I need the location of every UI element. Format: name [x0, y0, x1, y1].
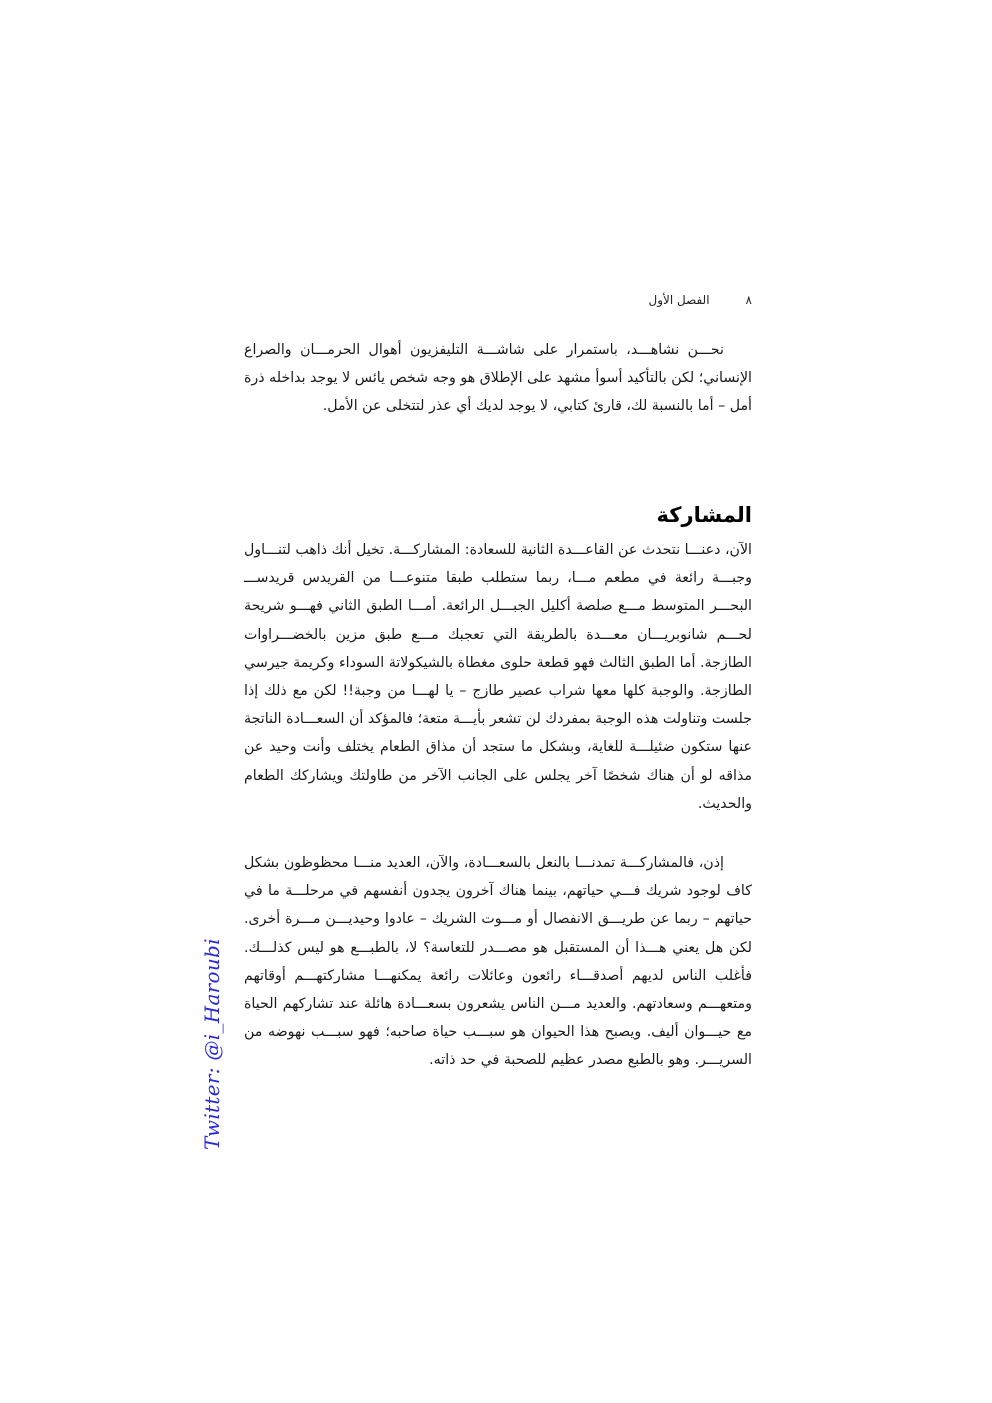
section-paragraph-1: الآن، دعنـــا نتحدث عن القاعـــدة الثانية للسعادة: المشاركـــة. تخيل أنك ذاهب لتنـــاول وجبـــة رائعة في مطعم مـــا، ربما ستطلب طبقا متنوعـــا من القريدس قريدســـ البحـــر المتوسط مـــع صلصة أكليل الجبـــل الرائعة. أمـــا الطبق الثاني فهـــو شريحة لحـــم شانوبريـــان معـــدة بالطريقة التي تعجبك مـــع طبق مزين بالخضـــراوات الطازجة. أما الطبق الثالث فهو قطعة حلوى مغطاة بالشيكولاتة السوداء وكريمة جيرسي الطازجة. والوجبة كلها معها شراب عصير طازج – يا لهـــا من وجبة!! لكن مع ذلك إذا جلست وتناولت هذه الوجبة بمفردك لن تشعر بأيـــة متعة؛ فالمؤكد أن السعـــادة الناتجة عنها ستكون ضئيلـــة للغاية، وبشكل ما ستجد أن مذاق الطعام يختلف وأنت وحيد عن مذاقه لو أن هناك شخصًا آخر يجلس على الجانب الآخر من طاولتك ويشاركك الطعام والحديث. [244, 542, 752, 812]
twitter-watermark: Twitter: @i_Haroubi [200, 938, 224, 1150]
section-heading: المشاركة [656, 503, 752, 528]
intro-paragraph: نحـــن نشاهـــد، باستمرار على شاشـــة التليفزيون أهوال الحرمـــان والصراع الإنساني؛ لكن بالتأكيد أسوأ مشهد على الإطلاق هو وجه شخص يائس لا يوجد بداخله ذرة أمل – أما بالنسبة لك، قارئ كتابي، لا يوجد لديك أي عذر لتتخلى عن الأمل. [244, 342, 752, 415]
section-paragraph-1-block [244, 536, 752, 818]
chapter-title: الفصل الأول [648, 293, 710, 307]
section-paragraph-2-block [244, 849, 752, 1075]
section-paragraph-2: إذن، فالمشاركـــة تمدنـــا بالنعل بالسعـــادة، والآن، العديد منـــا محظوظون بشكل كاف لوجود شريك فـــي حياتهم، بينما هناك آخرون يجدون أنفسهم في مرحلـــة ما في حياتهم – ربما عن طريـــق الانفصال أو مـــوت الشريك – عادوا وحيديـــن مـــرة أخرى. لكن هل يعني هـــذا أن المستقبل هو مصـــدر للتعاسة؟ لا، بالطبـــع هو ليس كذلـــك. فأغلب الناس لديهم أصدقـــاء رائعون وعائلات رائعة يمكنهـــا مشاركتهـــم أوقاتهم ومتعهـــم وسعادتهم. والعديد مـــن الناس يشعرون بسعـــادة هائلة عند تشاركهم الحياة مع حيـــوان أليف. ويصبح هذا الحيوان هو سبـــب حياة صاحبه؛ فهو سبـــب نهوضه من السريـــر. وهو بالطبع مصدر عظيم للصحبة في حد ذاته. [244, 855, 752, 1069]
running-header [600, 290, 752, 310]
intro-paragraph-block [244, 336, 752, 421]
page-number: ٨ [745, 293, 752, 307]
